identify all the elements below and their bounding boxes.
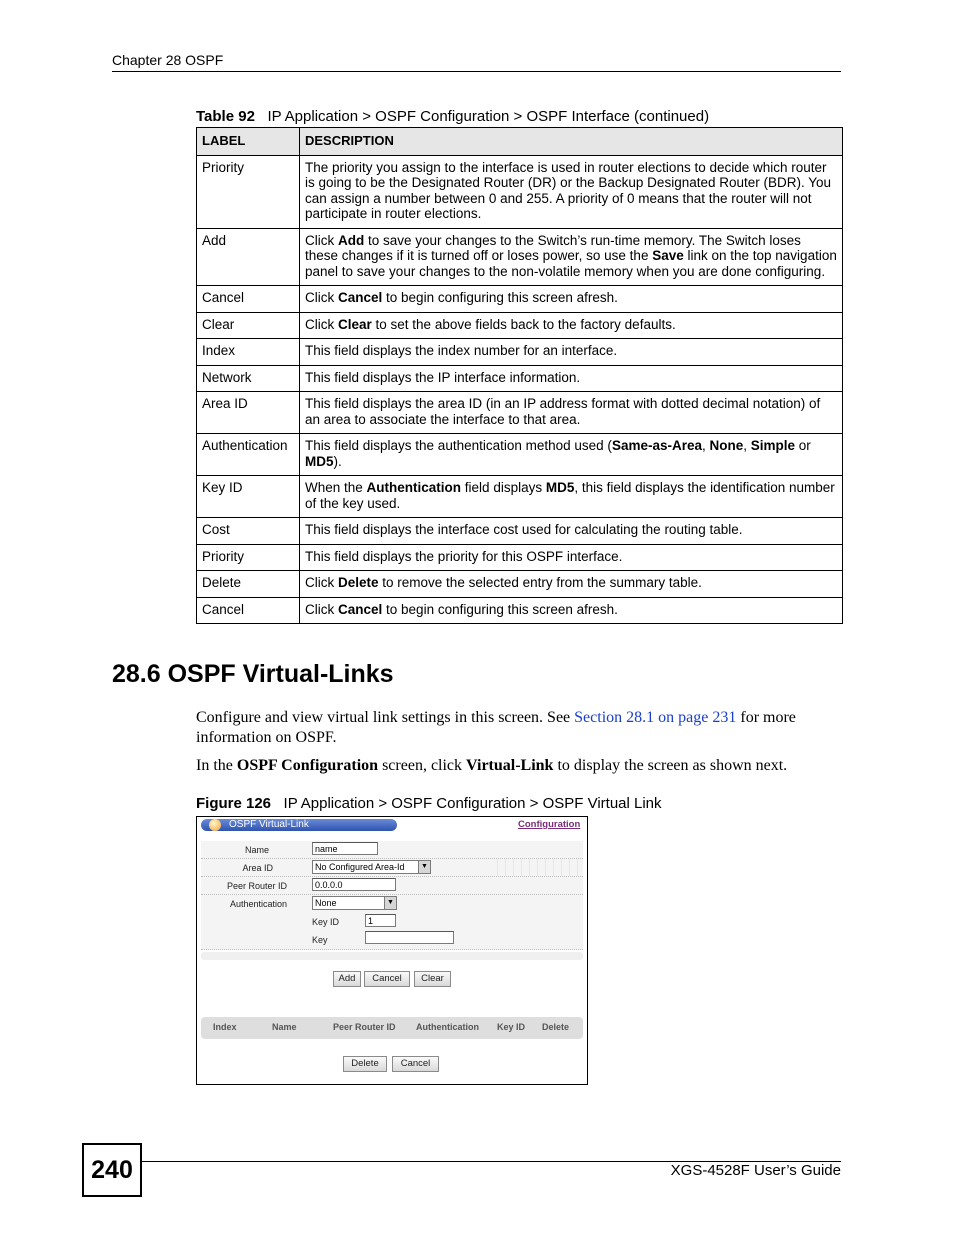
row-label: Delete — [197, 571, 300, 598]
chapter-header: Chapter 28 OSPF — [112, 52, 224, 68]
col-name: Name — [272, 1022, 297, 1032]
area-row-pattern — [497, 859, 583, 876]
ospf-virtual-link-screenshot — [196, 816, 588, 1085]
table-row — [197, 228, 843, 286]
desc-text: to begin configuring this screen afresh. — [382, 290, 618, 305]
row-label: Cancel — [197, 597, 300, 624]
desc-text: This field displays the interface cost used for calculating the routing table. — [305, 522, 743, 537]
figure-caption — [196, 795, 662, 812]
row-description — [300, 365, 843, 392]
desc-text: or — [795, 438, 811, 453]
table-row — [197, 434, 843, 476]
add-button[interactable]: Add — [333, 971, 361, 987]
row-description — [300, 392, 843, 434]
desc-text: to save your changes to the Switch’s run-time memory. The Switch loses these changes if it is turned off or loses power, so use the — [305, 232, 801, 263]
dropdown-arrow-icon: ▼ — [384, 897, 396, 909]
dropdown-arrow-icon: ▼ — [418, 861, 430, 873]
key-id-input[interactable]: 1 — [365, 914, 396, 927]
desc-bold-term: Same-as-Area — [611, 438, 702, 453]
desc-bold-term: Cancel — [338, 601, 383, 617]
title-orb-icon — [209, 819, 221, 831]
row-label: Key ID — [197, 476, 300, 518]
col-key-id: Key ID — [497, 1022, 526, 1032]
key-input[interactable] — [365, 931, 454, 944]
desc-bold-term: None — [709, 438, 744, 453]
desc-bold-term: Clear — [338, 316, 372, 332]
desc-bold-term: Cancel — [338, 290, 383, 305]
p2-bold-config: OSPF Configuration — [236, 757, 379, 774]
peer-router-id-input[interactable]: 0.0.0.0 — [312, 878, 396, 891]
area-id-value: No Configured Area-Id — [315, 862, 405, 872]
row-description — [300, 476, 843, 518]
area-id-label: Area ID — [242, 863, 273, 873]
p2-text-end: to display the screen as shown next. — [553, 757, 788, 774]
row-label: Add — [197, 228, 300, 286]
page-number: 240 — [82, 1143, 142, 1197]
row-label: Authentication — [197, 434, 300, 476]
desc-text: This field displays the priority for this OSPF interface. — [305, 548, 623, 564]
col-label-header: LABEL — [197, 128, 300, 156]
desc-text: This field displays the index number for an interface. — [305, 343, 618, 358]
header-rule — [112, 71, 841, 72]
desc-text: Click — [305, 601, 338, 617]
col-peer-router-id: Peer Router ID — [333, 1022, 396, 1032]
cancel-list-button[interactable]: Cancel — [392, 1056, 439, 1072]
configuration-link[interactable]: Configuration — [518, 819, 581, 830]
clear-button[interactable]: Clear — [414, 971, 451, 987]
desc-text: link on the top navigation panel to save your changes to the non-volatile memory when you are done configuring. — [305, 248, 837, 279]
table-row — [197, 476, 843, 518]
authentication-select[interactable] — [312, 896, 397, 910]
desc-text: to begin configuring this screen afresh. — [382, 601, 618, 617]
name-label: Name — [244, 845, 269, 855]
virtual-link-list-header — [201, 1017, 583, 1039]
desc-text: , — [702, 438, 710, 453]
delete-button[interactable]: Delete — [343, 1056, 387, 1072]
row-label: Clear — [197, 312, 300, 339]
desc-text: ). — [333, 453, 342, 469]
key-id-label: Key ID — [312, 917, 340, 927]
figure-caption-text: IP Application > OSPF Configuration > OSPF Virtual Link — [283, 795, 662, 812]
figure-caption-label: Figure 126 — [196, 795, 272, 812]
row-description — [300, 286, 843, 313]
desc-text: to remove the selected entry from the summary table. — [378, 575, 702, 590]
desc-bold-term: Save — [652, 248, 684, 263]
p2-text-start: In the — [196, 757, 237, 774]
table-row — [197, 339, 843, 366]
table-row — [197, 286, 843, 313]
screen-title: OSPF Virtual-Link — [229, 819, 309, 830]
row-label: Cost — [197, 518, 300, 545]
desc-text: Click — [305, 290, 338, 305]
row-description — [300, 434, 843, 476]
row-label: Area ID — [197, 392, 300, 434]
table-row — [197, 544, 843, 571]
table-row — [197, 571, 843, 598]
p2-text-mid: screen, click — [378, 757, 467, 774]
table-body — [197, 155, 843, 624]
table-row — [197, 597, 843, 624]
authentication-value: None — [315, 898, 337, 908]
instruction-paragraph — [196, 756, 846, 776]
desc-text: Click — [305, 316, 338, 332]
name-input[interactable]: name — [312, 842, 378, 855]
table-caption — [196, 108, 709, 125]
desc-text: to set the above fields back to the factory defaults. — [371, 316, 676, 332]
p1-text-end: for more information on OSPF. — [196, 709, 796, 746]
row-description — [300, 518, 843, 545]
table-row — [197, 312, 843, 339]
desc-bold-term: Delete — [338, 575, 379, 590]
table-row — [197, 518, 843, 545]
ospf-interface-table — [196, 127, 843, 624]
table-row — [197, 365, 843, 392]
row-label: Network — [197, 365, 300, 392]
p1-text-start: Configure and view virtual link settings in this screen. See — [196, 709, 575, 726]
desc-bold-term: Authentication — [366, 480, 462, 495]
desc-bold-term: MD5 — [305, 453, 334, 469]
desc-text: , — [743, 438, 751, 453]
desc-text: When the — [305, 480, 367, 495]
row-label: Cancel — [197, 286, 300, 313]
table-caption-text: IP Application > OSPF Configuration > OSPF Interface (continued) — [267, 108, 710, 125]
guide-title: XGS-4528F User’s Guide — [670, 1162, 841, 1179]
key-label: Key — [312, 935, 328, 945]
authentication-label: Authentication — [229, 899, 287, 909]
desc-bold-term: MD5 — [545, 480, 575, 495]
desc-bold-term: Simple — [750, 438, 796, 453]
row-description — [300, 544, 843, 571]
desc-text: Click — [305, 232, 338, 248]
col-delete: Delete — [542, 1022, 570, 1032]
intro-paragraph — [196, 708, 846, 748]
row-description — [300, 228, 843, 286]
row-description — [300, 155, 843, 228]
peer-router-id-label: Peer Router ID — [226, 881, 287, 891]
area-id-select[interactable] — [312, 860, 431, 874]
desc-text: Click — [305, 575, 338, 590]
table-header-row — [197, 128, 843, 156]
desc-text: , this field displays the identification number of the key used. — [305, 480, 835, 511]
table-row — [197, 155, 843, 228]
row-label: Priority — [197, 155, 300, 228]
col-authentication: Authentication — [416, 1022, 479, 1032]
section-heading: 28.6 OSPF Virtual-Links — [112, 660, 394, 688]
row-description — [300, 571, 843, 598]
desc-text: This field displays the area ID (in an IP address format with dotted decimal notation) of an area to associate the interface to that area. — [305, 396, 821, 427]
row-description — [300, 339, 843, 366]
form-bottom-bar — [201, 952, 583, 960]
row-description — [300, 597, 843, 624]
table-caption-label: Table 92 — [196, 108, 255, 125]
p2-bold-virtual-link: Virtual-Link — [466, 757, 554, 774]
desc-text: The priority you assign to the interface is used in router elections to decide which router is going to be the Designated Router (DR) or the Backup Designated Router (BDR). You can assign a number between 0 and 255. A priority of 0 means that the router will not participate in router elections. — [305, 159, 832, 221]
row-description — [300, 312, 843, 339]
desc-text: This field displays the IP interface information. — [305, 369, 581, 385]
screen-title-bar — [201, 819, 397, 831]
col-index: Index — [213, 1022, 237, 1032]
desc-text: field displays — [461, 480, 546, 495]
desc-bold-term: Add — [338, 232, 365, 248]
row-label: Index — [197, 339, 300, 366]
table-row — [197, 392, 843, 434]
desc-text: This field displays the authentication method used ( — [305, 438, 612, 453]
section-link[interactable]: Section 28.1 on page 231 — [574, 709, 737, 726]
col-description-header: DESCRIPTION — [300, 128, 843, 156]
cancel-button[interactable]: Cancel — [364, 971, 410, 987]
row-label: Priority — [197, 544, 300, 571]
